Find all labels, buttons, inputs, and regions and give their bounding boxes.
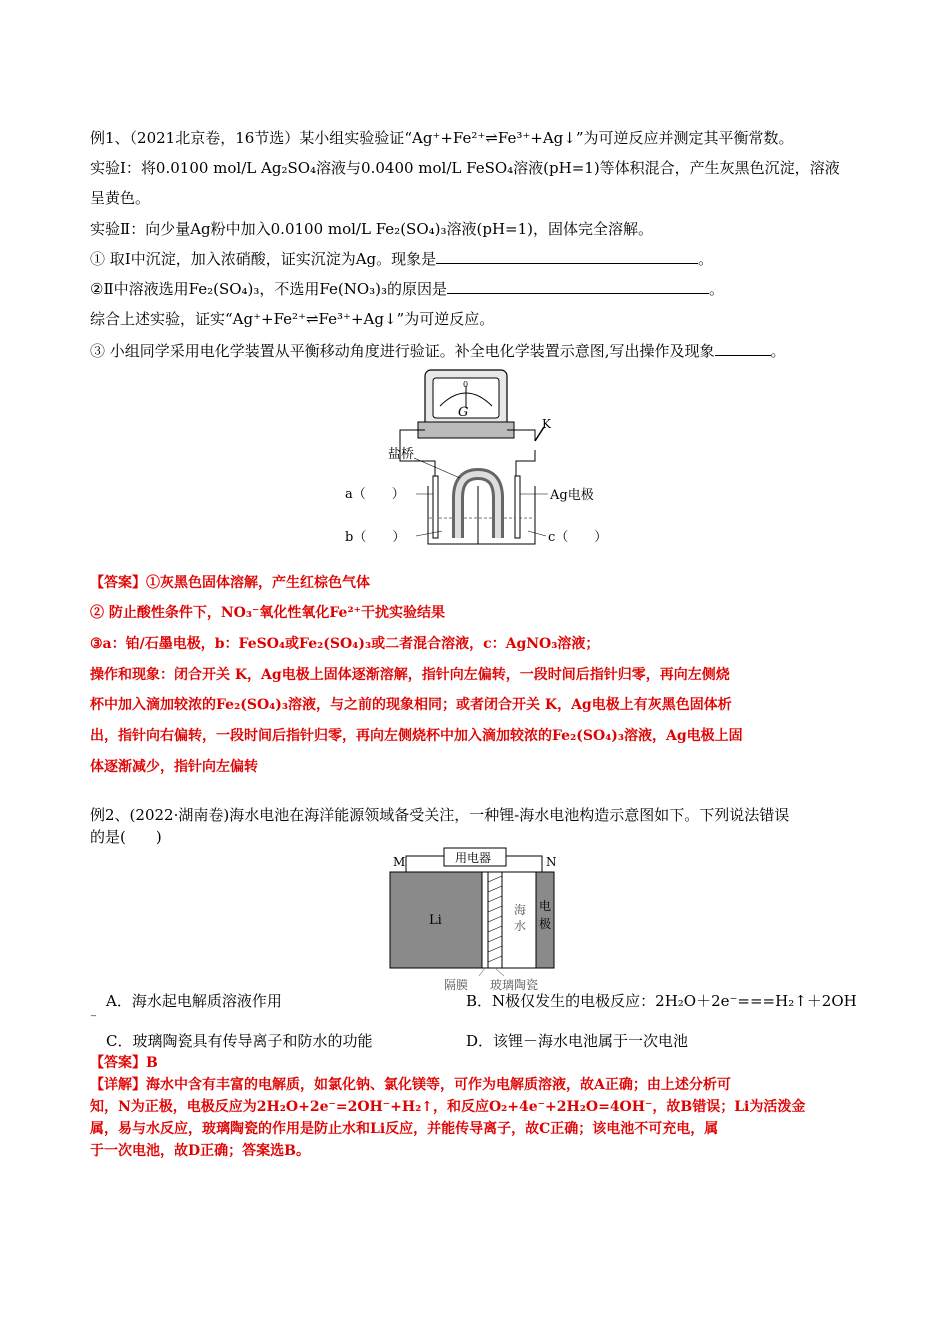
right-beaker [478,486,535,544]
ex1-operation-2: 杯中加入滴加较浓的Fe₂(SO₄)₃溶液，与之前的现象相同；或者闭合开关 K，Ag电极上有灰黑色固体析 [90,697,732,713]
ex2-detail-4: 于一次电池，故D正确；答案选B。 [90,1143,310,1159]
lithium-label: Li [429,913,442,928]
separator-label: 隔膜 [444,978,469,992]
salt-bridge-label: 盐桥 [388,447,415,462]
ex1-q2: ②Ⅱ中溶液选用Fe₂(SO₄)₃，不选用Fe(NO₃)₃的原因是 。 [90,280,725,298]
galvanometer-label: G [458,405,469,420]
answer-blank-2[interactable] [447,279,709,294]
switch-label: K [542,417,551,431]
ex2-detail-3: 属，易与水反应，玻璃陶瓷的作用是防止水和Li反应，并能传导离子，故C正确；该电池不可充电，属 [90,1121,719,1137]
ag-electrode [515,476,520,538]
galvanometer-base [418,422,514,438]
glass-ceramic [488,872,502,968]
ex1-operation-3: 出，指针向右偏转，一段时间后指针归零，再向左侧烧杯中加入滴加较浓的Fe₂(SO₄)₃溶液，Ag电极上固 [90,728,743,744]
electrochemical-apparatus-figure [330,366,630,556]
m-label: M [393,855,406,869]
ex1-answer-2: ② 防止酸性条件下，NO₃⁻氧化性氧化Fe²⁺干扰实验结果 [90,605,445,621]
ex2-title-1: 例2、(2022·湖南卷)海水电池在海洋能源领域备受关注，一种锂-海水电池构造示意图如下。下列说法错误 [90,806,790,824]
wire-n [506,856,542,872]
ex2-detail-2: 知，N为正极，电极反应为2H₂O+2e⁻=2OH⁻+H₂↑，和反应O₂+4e⁻+2H₂O=4OH⁻，故B错误；Li为活泼金 [90,1099,806,1115]
wire-right [516,450,535,478]
ex1-operation-4: 体逐渐减少，指针向左偏转 [90,759,258,775]
option-d: D．该锂－海水电池属于一次电池 [466,1032,689,1050]
option-b: B．N极仅发生的电极反应：2H₂O＋2e⁻===H₂↑＋2OH [466,992,857,1010]
wire-m [406,856,444,872]
answer-blank-1[interactable] [436,249,698,264]
option-a: A．海水起电解质溶液作用 [106,992,282,1010]
ex1-answer-1: 【答案】①灰黑色固体溶解，产生红棕色气体 [90,575,370,591]
seawater-label-1: 海 [514,903,527,917]
ex2-detail-1: 【详解】海水中含有丰富的电解质，如氯化钠、氯化镁等，可作为电解质溶液，故A正确；由上述分析可 [90,1077,731,1093]
seawater-label-2: 水 [514,919,527,933]
ex1-q3: ③ 小组同学采用电化学装置从平衡移动角度进行验证。补全电化学装置示意图,写出操作及现象 。 [90,342,786,360]
ex2-title-2: 的是( ) [90,828,162,846]
answer-blank-3[interactable] [715,341,771,356]
ex1-exp1-line1: 实验Ⅰ：将0.0100 mol/L Ag₂SO₄溶液与0.0400 mol/L FeSO₄溶液(pH=1)等体积混合，产生灰黑色沉淀，溶液 [90,159,840,177]
label-b: b（ ） [345,530,406,545]
electrode-a [433,476,438,538]
glass-ceramic-label: 玻璃陶瓷 [490,978,539,992]
li-seawater-battery-figure [384,846,564,996]
ex1-operation-1: 操作和现象：闭合开关 K，Ag电极上固体逐渐溶解，指针向左偏转，一段时间后指针归零，再向左侧烧 [90,667,730,683]
ex2-answer: 【答案】B [90,1055,158,1071]
label-c: c（ ） [548,530,608,545]
n-label: N [546,855,557,869]
option-c: C．玻璃陶瓷具有传导离子和防水的功能 [106,1032,373,1050]
ex1-summary: 综合上述实验，证实“Ag⁺+Fe²⁺⇌Fe³⁺+Ag↓”为可逆反应。 [90,310,495,328]
separator [482,872,488,968]
electrode-label-1: 电 [539,899,552,913]
ex1-exp2: 实验Ⅱ：向少量Ag粉中加入0.0100 mol/L Fe₂(SO₄)₃溶液(pH=1)，固体完全溶解。 [90,220,654,238]
option-b-wrap: ⁻ [90,1011,97,1026]
electrode-label-2: 极 [539,917,552,931]
ex1-exp1-line2: 呈黄色。 [90,189,151,207]
load-label: 用电器 [455,851,492,865]
galvanometer-zero: 0 [463,380,469,389]
label-a: a（ ） [345,487,405,502]
ex1-title: 例1、（2021北京卷，16节选）某小组实验验证“Ag⁺+Fe²⁺⇌Fe³⁺+Ag↓”为可逆反应并测定其平衡常数。 [90,129,794,147]
ex1-q1: ① 取Ⅰ中沉淀，加入浓硝酸，证实沉淀为Ag。现象是 。 [90,250,714,268]
ex1-answer-3: ③a：铂/石墨电极，b：FeSO₄或Fe₂(SO₄)₃或二者混合溶液，c：AgNO₃溶液； [90,636,600,652]
ag-electrode-label: Ag电极 [550,488,594,503]
